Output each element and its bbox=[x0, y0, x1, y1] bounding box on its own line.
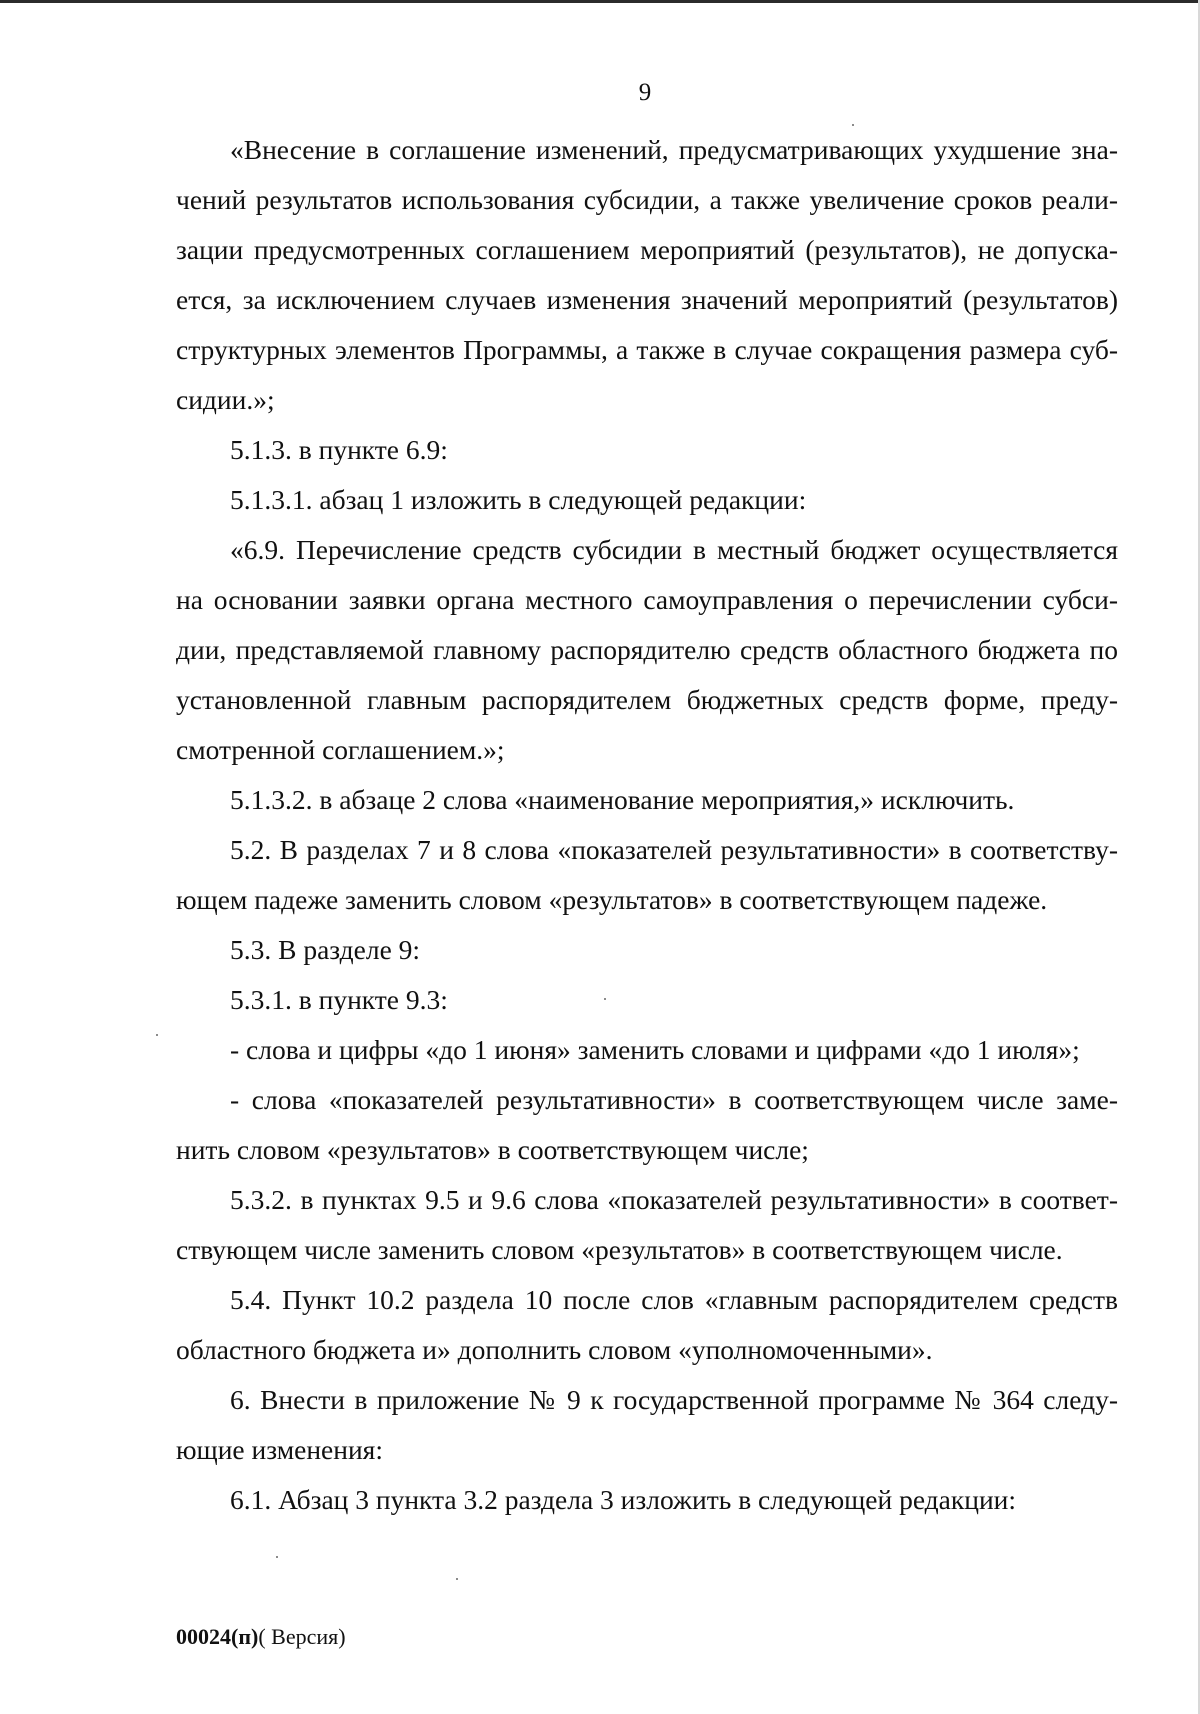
scan-speck bbox=[456, 1578, 458, 1580]
document-body bbox=[176, 125, 1118, 1525]
paragraph: 5.3.1. в пункте 9.3: bbox=[230, 984, 448, 1015]
paragraph: 5.1.3. в пункте 6.9: bbox=[230, 434, 448, 465]
paragraph: 6. Внести в приложение № 9 к государственной программе № 364 следующие изменения: bbox=[176, 1384, 1118, 1465]
document-code: 00024(п) bbox=[176, 1624, 259, 1649]
paragraph: 5.1.3.1. абзац 1 изложить в следующей редакции: bbox=[230, 484, 807, 515]
paragraph: 5.2. В разделах 7 и 8 слова «показателей результативности» в соответствующем падеже заменить словом «результатов» в соответствующем падеже. bbox=[176, 834, 1118, 915]
paragraph: 6.1. Абзац 3 пункта 3.2 раздела 3 изложить в следующей редакции: bbox=[230, 1484, 1017, 1515]
paragraph: 5.1.3.2. в абзаце 2 слова «наименование мероприятия,» исключить. bbox=[230, 784, 1015, 815]
document-version: ( Версия) bbox=[258, 1624, 346, 1649]
page-number: 9 bbox=[638, 79, 652, 106]
paragraph: - слова и цифры «до 1 июня» заменить словами и цифрами «до 1 июля»; bbox=[230, 1034, 1080, 1065]
paragraph: 5.3.2. в пунктах 9.5 и 9.6 слова «показателей результативности» в соответствующем числе заменить словом «результатов» в соответствующем числе. bbox=[176, 1184, 1118, 1265]
paragraph: «6.9. Перечисление средств субсидии в местный бюджет осуществляется на основании заявки органа местного самоуправления о перечислении субсидии, представляемой главному распорядителю средств областного бюджета по установленной главным распорядителем бюджетных средств форме, предусмотренной соглашением.»; bbox=[176, 534, 1118, 765]
scan-edge-top bbox=[0, 0, 1200, 3]
scan-speck bbox=[276, 1556, 278, 1558]
paragraph: - слова «показателей результативности» в соответствующем числе заменить словом «результатов» в соответствующем числе; bbox=[176, 1084, 1118, 1165]
scan-speck bbox=[156, 1034, 158, 1036]
document-footer bbox=[176, 1623, 346, 1651]
paragraph: «Внесение в соглашение изменений, предусматривающих ухудшение значений результатов использования субсидии, а также увеличение сроков реализации предусмотренных соглашением мероприятий (результатов), не допускается, за исключением случаев изменения значений мероприятий (результатов) структурных элементов Программы, а также в случае сокращения размера субсидии.»; bbox=[176, 134, 1118, 415]
paragraph: 5.3. В разделе 9: bbox=[230, 934, 421, 965]
paragraph: 5.4. Пункт 10.2 раздела 10 после слов «главным распорядителем средств областного бюджета и» дополнить словом «уполномоченными». bbox=[176, 1284, 1118, 1365]
